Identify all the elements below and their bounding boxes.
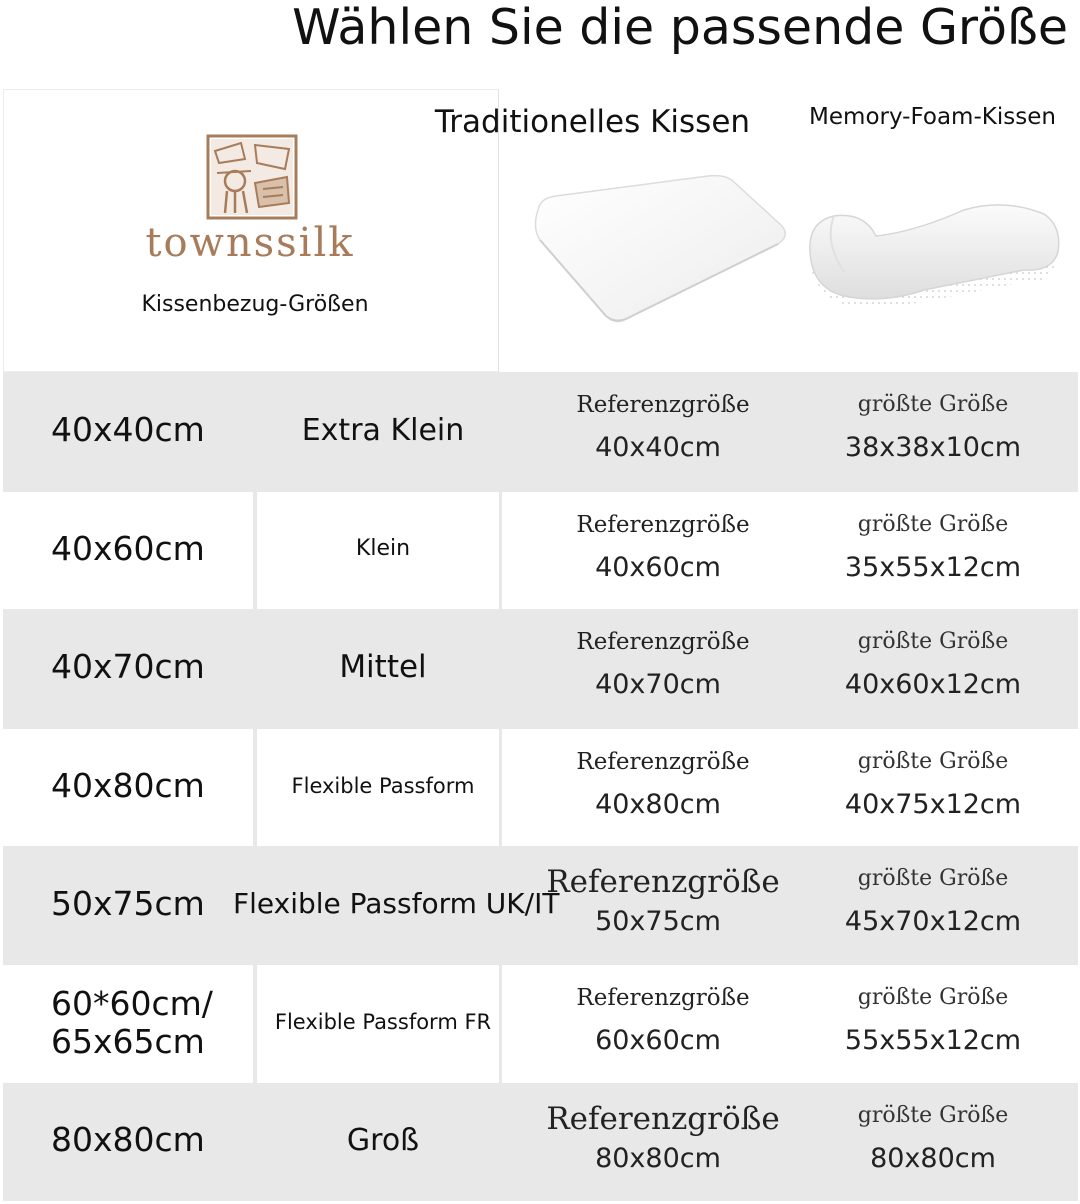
max-size-value: 45x70x12cm [844,906,1022,937]
reference-size-value: 40x40cm [595,432,721,463]
size-category: Flexible Passform UK/IT [233,887,560,921]
max-size-label: größte Größe [857,985,1009,1010]
max-size-value: 80x80cm [870,1143,996,1174]
max-size-value: 38x38x10cm [844,432,1022,463]
column-header-traditional: Traditionelles Kissen [434,104,751,140]
reference-size-value: 40x60cm [595,552,721,583]
column-header-memory-foam: Memory-Foam-Kissen [809,104,1056,130]
max-size-label: größte Größe [857,512,1009,537]
page-title: Wählen Sie die passende Größe [292,0,1068,56]
brand-name: townssilk [145,220,355,266]
size-row [3,1083,1078,1201]
reference-size-value: 50x75cm [595,906,721,937]
pillowcase-size: 60*60cm/ 65x65cm [51,984,213,1061]
max-size-label: größte Größe [857,392,1009,417]
max-size-label: größte Größe [857,1103,1009,1128]
reference-size-value: 80x80cm [595,1143,721,1174]
reference-size-label: Referenzgröße [576,512,750,538]
pillowcase-size: 80x80cm [51,1120,205,1159]
size-row [3,492,1078,609]
reference-size-value: 40x80cm [595,789,721,820]
size-row [3,965,1078,1083]
max-size-value: 35x55x12cm [844,552,1022,583]
size-category: Flexible Passform [291,773,475,798]
townssilk-logo-icon [205,133,299,221]
pillowcase-size: 40x70cm [51,647,205,686]
size-category: Klein [355,536,411,562]
reference-size-value: 40x70cm [595,669,721,700]
table-cell [502,965,1078,1083]
size-category: Flexible Passform FR [274,1010,492,1035]
memory-foam-pillow-image [804,192,1062,308]
cover-sizes-label: Kissenbezug-Größen [141,292,369,317]
reference-size-label: Referenzgröße [576,985,750,1011]
reference-size-label: Referenzgröße [546,864,780,900]
size-category: Extra Klein [301,412,465,448]
reference-size-label: Referenzgröße [576,629,750,655]
pillowcase-size: 40x80cm [51,765,205,805]
size-category: Mittel [339,648,427,685]
pillowcase-size: 40x60cm [51,528,205,568]
table-cell [502,492,1078,609]
pillowcase-size: 40x40cm [51,410,205,449]
size-row [3,729,1078,846]
reference-size-value: 60x60cm [595,1025,721,1056]
max-size-value: 55x55x12cm [844,1025,1022,1056]
size-category: Groß [346,1122,420,1158]
max-size-label: größte Größe [857,629,1009,654]
reference-size-label: Referenzgröße [576,392,750,418]
max-size-value: 40x60x12cm [844,669,1022,700]
size-row [3,372,1078,492]
traditional-pillow-image [528,170,790,330]
max-size-label: größte Größe [857,866,1009,891]
max-size-value: 40x75x12cm [844,789,1022,820]
reference-size-label: Referenzgröße [546,1101,780,1137]
size-row [3,846,1078,965]
size-row [3,609,1078,729]
table-cell [502,729,1078,846]
max-size-label: größte Größe [857,749,1009,774]
pillowcase-size: 50x75cm [51,883,205,923]
reference-size-label: Referenzgröße [576,749,750,775]
